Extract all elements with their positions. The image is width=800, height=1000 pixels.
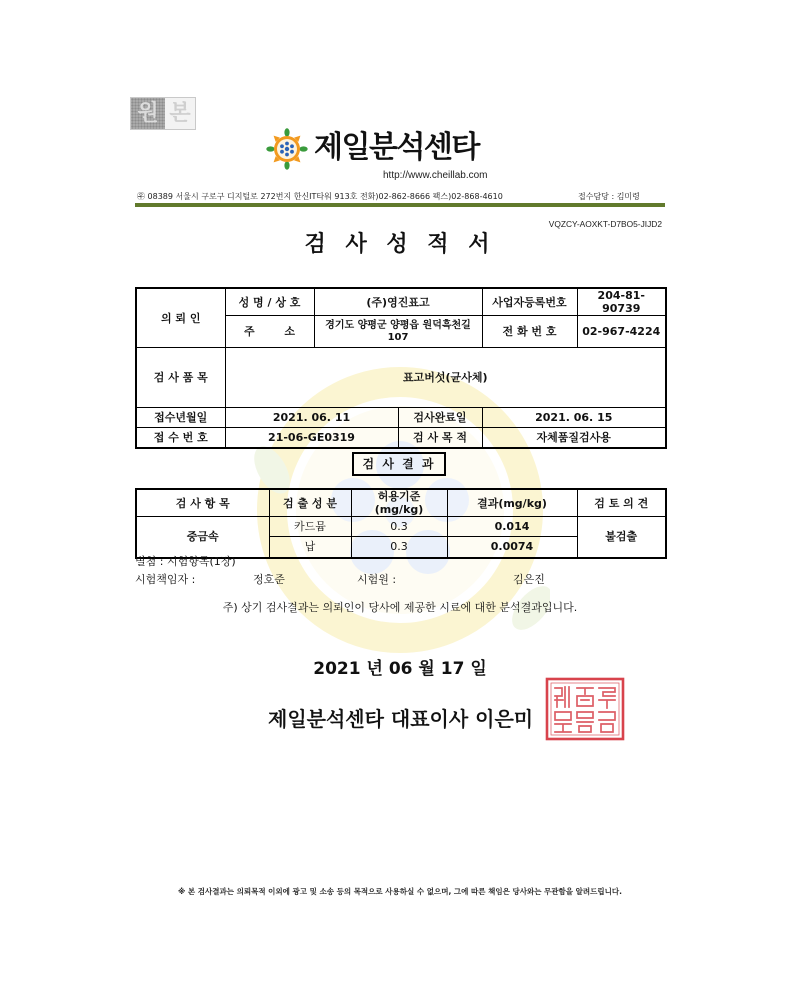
test-item-label: 검 사 품 목 <box>136 348 225 408</box>
phone-label: 전 화 번 호 <box>482 316 577 348</box>
header-rule <box>135 203 665 207</box>
column-header: 검 출 성 분 <box>269 489 351 517</box>
chief-tester-label: 시험책임자 : <box>135 573 196 586</box>
receipt-number-value: 21-06-GE0319 <box>225 428 398 448</box>
results-table <box>135 488 667 559</box>
column-header: 검 토 의 견 <box>577 489 666 517</box>
name-label: 성 명 / 상 호 <box>225 288 314 316</box>
test-purpose-label: 검 사 목 적 <box>398 428 482 448</box>
table-row <box>136 428 666 448</box>
tester-name: 김은진 <box>513 573 545 586</box>
column-header: 검 사 항 목 <box>136 489 269 517</box>
table-row <box>136 348 666 408</box>
test-purpose-value: 자체품질검사용 <box>482 428 666 448</box>
original-stamp-right-char: 본 <box>165 98 195 129</box>
address-label: 주 소 <box>225 316 314 348</box>
business-number-value: 204-81-90739 <box>577 288 666 316</box>
address-value: 경기도 양평군 양평읍 원덕흑천길 107 <box>314 316 482 348</box>
table-header-row <box>136 489 666 517</box>
issuer-signature-line: 제일분석센타 대표이사 이은미 <box>268 707 534 731</box>
allowed-limit: 0.3 <box>351 537 447 558</box>
receipt-number-label: 접 수 번 호 <box>136 428 225 448</box>
original-stamp-left-char: 원 <box>131 98 165 129</box>
results-heading: 검 사 결 과 <box>352 452 446 476</box>
company-address-line: ㉾ 08389 서울시 구로구 디지털로 272번지 한신IT타워 913호 전화)02-862-8666 팩스)02-868-4610 <box>137 192 503 201</box>
test-item-value: 표고버섯(균사체) <box>225 348 666 408</box>
tester-label: 시험원 : <box>357 573 397 586</box>
detected-component: 납 <box>269 537 351 558</box>
allowed-limit: 0.3 <box>351 517 447 537</box>
document-code: VQZCY-AOXKT-D7BO5-JIJD2 <box>548 219 662 229</box>
test-category: 중금속 <box>136 517 269 558</box>
disclaimer-note: 주) 상기 검사결과는 의뢰인이 당사에 제공한 시료에 대한 분석결과입니다. <box>222 601 578 614</box>
review-opinion: 불검출 <box>577 517 666 558</box>
issue-date: 2021 년 06 월 17 일 <box>313 659 487 679</box>
completed-date-label: 검사완료일 <box>398 408 482 428</box>
received-date-label: 접수년월일 <box>136 408 225 428</box>
table-row <box>136 408 666 428</box>
test-result: 0.0074 <box>447 537 577 558</box>
request-info-table <box>135 287 667 449</box>
attachment-note: 별첨 : 시험항목(1장) <box>135 555 236 568</box>
original-copy-stamp <box>130 97 196 130</box>
completed-date-value: 2021. 06. 15 <box>482 408 666 428</box>
detected-component: 카드뮴 <box>269 517 351 537</box>
company-name: 제일분석센타 <box>314 130 479 165</box>
footer-notice: ※ 본 검사결과는 의뢰목적 이외에 광고 및 소송 등의 목적으로 사용하실 수 없으며, 그에 따른 책임은 당사와는 무관함을 알려드립니다. <box>178 887 622 896</box>
business-number-label: 사업자등록번호 <box>482 288 577 316</box>
phone-value: 02-967-4224 <box>577 316 666 348</box>
chief-tester-name: 정호준 <box>253 573 285 586</box>
company-logo-icon <box>266 128 308 170</box>
table-row <box>136 288 666 316</box>
company-seal-icon <box>545 677 625 741</box>
client-label: 의 뢰 인 <box>136 288 225 348</box>
received-date-value: 2021. 06. 11 <box>225 408 398 428</box>
table-row <box>136 517 666 537</box>
test-result: 0.014 <box>447 517 577 537</box>
column-header: 결과(mg/kg) <box>447 489 577 517</box>
name-value: (주)영진표고 <box>314 288 482 316</box>
page-title: 검 사 성 적 서 <box>304 232 496 257</box>
column-header: 허용기준(mg/kg) <box>351 489 447 517</box>
receptionist: 접수담당 : 김미령 <box>578 192 640 201</box>
company-website: http://www.cheillab.com <box>383 170 488 181</box>
